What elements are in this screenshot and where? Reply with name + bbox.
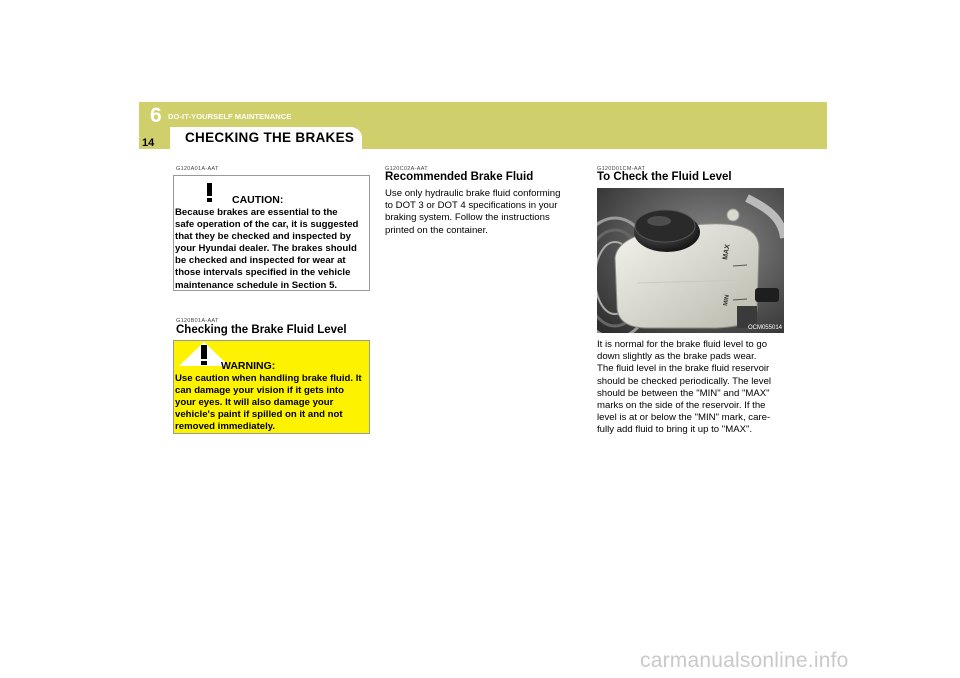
- to-check-line: level is at or below the "MIN" mark, care-: [597, 412, 771, 424]
- to-check-code: G120D01CM-AAT: [597, 166, 646, 172]
- page-number: 14: [142, 137, 155, 149]
- caution-code: G120A01A-AAT: [176, 166, 219, 172]
- caution-line: safe operation of the car, it is suggested: [175, 219, 359, 231]
- to-check-line: fully add fluid to bring it up to "MAX".: [597, 424, 753, 436]
- to-check-line: The fluid level in the brake fluid reservoir: [597, 363, 770, 375]
- recommended-text: [385, 188, 575, 237]
- caution-line: those intervals specified in the vehicle: [175, 267, 351, 279]
- warning-box: [173, 340, 370, 434]
- warning-text: [175, 373, 368, 433]
- to-check-heading: To Check the Fluid Level: [597, 171, 732, 183]
- caution-line: Because brakes are essential to the: [175, 207, 338, 218]
- to-check-line: down slightly as the brake pads wear.: [597, 351, 757, 363]
- recommended-line: braking system. Follow the instructions: [385, 212, 550, 224]
- recommended-line: printed on the container.: [385, 224, 488, 236]
- watermark: carmanualsonline.info: [640, 649, 849, 672]
- chapter-number: 6: [150, 104, 162, 127]
- recommended-line: to DOT 3 or DOT 4 specifications in your: [385, 200, 558, 212]
- caution-line: maintenance schedule in Section 5.: [175, 279, 338, 291]
- warning-line: vehicle's paint if spilled on it and not: [175, 409, 343, 421]
- check-level-code: G120B01A-AAT: [176, 318, 219, 324]
- check-level-heading: Checking the Brake Fluid Level: [176, 324, 347, 336]
- exclamation-triangle-icon: [188, 180, 232, 204]
- warning-line: removed immediately.: [175, 421, 276, 433]
- warning-line: can damage your vision if it gets into: [175, 385, 344, 397]
- warning-line: your eyes. It will also damage your: [175, 397, 334, 409]
- warning-heading: WARNING:: [221, 360, 276, 372]
- caution-heading: CAUTION:: [232, 194, 284, 206]
- page-title: CHECKING THE BRAKES: [185, 130, 355, 145]
- to-check-text: [597, 339, 787, 437]
- to-check-line: It is normal for the brake fluid level to go: [597, 339, 768, 350]
- caution-line: be checked and inspected for wear at: [175, 255, 346, 267]
- photo-caption: OCM055014: [747, 325, 782, 331]
- recommended-heading: Recommended Brake Fluid: [385, 171, 534, 183]
- to-check-line: marks on the side of the reservoir. If the: [597, 400, 766, 412]
- caution-line: that they be checked and inspected by: [175, 231, 351, 243]
- caution-text: [175, 207, 368, 292]
- chapter-label: DO-IT-YOURSELF MAINTENANCE: [168, 112, 292, 121]
- to-check-line: should be between the "MIN" and "MAX": [597, 387, 770, 399]
- brake-fluid-reservoir-photo: [597, 188, 784, 333]
- reservoir-min-label: MIN: [723, 294, 731, 307]
- caution-line: your Hyundai dealer. The brakes should: [175, 243, 357, 255]
- recommended-line: Use only hydraulic brake fluid conforming: [385, 188, 561, 199]
- reservoir-max-label: MAX: [722, 243, 732, 261]
- reservoir-illustration: [597, 188, 784, 333]
- recommended-code: G120C02A-AAT: [385, 166, 428, 172]
- warning-line: Use caution when handling brake fluid. It: [175, 373, 362, 384]
- to-check-line: should be checked periodically. The level: [597, 375, 772, 387]
- caution-box: [173, 175, 370, 291]
